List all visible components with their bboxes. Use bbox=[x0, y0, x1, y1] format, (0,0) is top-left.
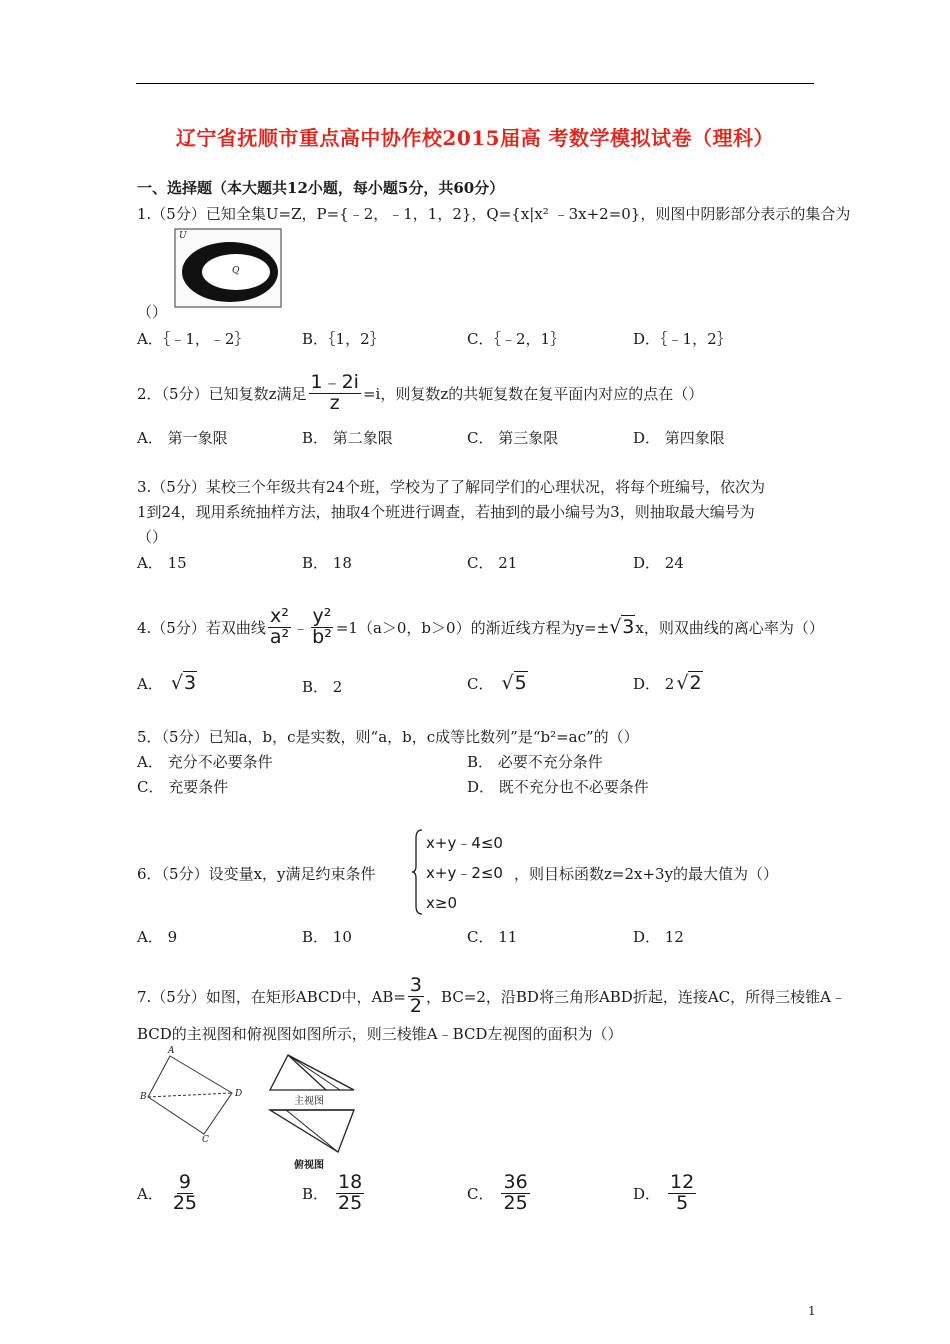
q6-option-a[interactable]: A． 9 bbox=[137, 928, 178, 946]
q4-a-rad: 3 bbox=[183, 672, 197, 694]
q6-option-d[interactable]: D． 12 bbox=[633, 928, 684, 946]
q3-option-a[interactable]: A． 15 bbox=[137, 554, 187, 572]
section-heading: 一、选择题（本大题共12小题，每小题5分，共60分） bbox=[137, 179, 505, 197]
q7-label-c: C bbox=[202, 1135, 209, 1145]
q4-a-sqrt: √3 bbox=[170, 672, 197, 694]
q4-f1-num: x² bbox=[270, 605, 289, 627]
q6-option-b[interactable]: B． 10 bbox=[302, 928, 352, 946]
q7-b-label: B． bbox=[302, 1184, 329, 1203]
q4-option-c[interactable] bbox=[467, 672, 528, 694]
q6-option-c[interactable]: C． 11 bbox=[467, 928, 518, 946]
q4-f2-num: y² bbox=[312, 605, 332, 627]
venn-diagram bbox=[174, 228, 282, 308]
header-rule bbox=[136, 83, 814, 84]
question-1-paren: （） bbox=[137, 303, 168, 321]
q7-b-num: 18 bbox=[338, 1171, 363, 1193]
q2-pre: 2．（5分）已知复数z满足 bbox=[137, 384, 307, 403]
q7-top-view bbox=[266, 1108, 358, 1170]
q7-post: ，BC=2，沿BD将三角形ABD折起，连接AC，所得三棱锥A﹣ bbox=[426, 987, 846, 1006]
q4-a-label: A． bbox=[137, 674, 163, 693]
q6-constraint-2: x+y﹣2≤0 bbox=[426, 864, 503, 882]
q7-front-view-label: 主视图 bbox=[294, 1096, 324, 1107]
q6-constraint-1: x+y﹣4≤0 bbox=[426, 834, 503, 852]
q4-f2-den: b² bbox=[312, 625, 332, 648]
q1-option-b[interactable]: B．｛1，2｝ bbox=[302, 330, 385, 348]
q6-post: ，则目标函数z=2x+3y的最大值为（） bbox=[514, 865, 779, 883]
q1-option-c[interactable]: C．｛﹣2，1｝ bbox=[467, 330, 566, 348]
q7-fraction bbox=[408, 976, 424, 1017]
q7-d-frac bbox=[668, 1173, 696, 1214]
q2-fraction bbox=[309, 373, 361, 414]
q2-post: =i，则复数z的共轭复数在复平面内对应的点在（） bbox=[362, 384, 704, 403]
q4-fraction-x bbox=[268, 607, 291, 648]
q4-pre: 4.（5分）若双曲线 bbox=[137, 618, 266, 637]
q4-d-sqrt: √2 bbox=[676, 672, 702, 694]
q7-option-c[interactable] bbox=[467, 1173, 532, 1214]
q1-option-a[interactable]: A．｛﹣1，﹣2｝ bbox=[137, 330, 250, 348]
q4-c-label: C． bbox=[467, 674, 494, 693]
q4-d-rad: 2 bbox=[689, 672, 702, 694]
q1-option-d[interactable]: D．｛﹣1，2｝ bbox=[633, 330, 732, 348]
venn-label-q: Q bbox=[232, 266, 240, 276]
q7-d-den: 5 bbox=[676, 1191, 689, 1214]
q4-option-b[interactable]: B． 2 bbox=[302, 678, 343, 696]
question-7-line1 bbox=[137, 976, 846, 1017]
q4-option-a[interactable] bbox=[137, 672, 197, 694]
q4-post: x，则双曲线的离心率为（） bbox=[635, 618, 824, 637]
q5-option-d[interactable]: D． 既不充分也不必要条件 bbox=[467, 778, 649, 796]
q4-c-rad: 5 bbox=[514, 672, 527, 694]
q6-pre: 6．（5分）设变量x，y满足约束条件 bbox=[137, 865, 376, 883]
q7-option-b[interactable] bbox=[302, 1173, 366, 1214]
q2-frac-num: 1﹣2i bbox=[310, 371, 359, 393]
q7-frac-num: 3 bbox=[409, 974, 423, 996]
q7-c-num: 36 bbox=[503, 1171, 528, 1193]
q7-a-den: 25 bbox=[172, 1191, 198, 1214]
q7-option-a[interactable] bbox=[137, 1173, 201, 1214]
q7-c-frac bbox=[501, 1173, 529, 1214]
q4-minus: ﹣ bbox=[293, 618, 309, 637]
q4-mid: =1（a＞0，b＞0）的渐近线方程为y=± bbox=[335, 618, 610, 637]
q7-a-num: 9 bbox=[178, 1171, 191, 1193]
q7-frac-den: 2 bbox=[409, 994, 423, 1017]
q6-constraint-3: x≥0 bbox=[426, 894, 457, 912]
q4-c-sqrt: √5 bbox=[501, 672, 527, 694]
question-4-stem bbox=[137, 607, 824, 648]
q7-c-den: 25 bbox=[503, 1191, 528, 1214]
q5-option-b[interactable]: B． 必要不充分条件 bbox=[467, 753, 603, 771]
question-3-line1: 3.（5分）某校三个年级共有24个班，学校为了了解同学们的心理状况，将每个班编号，依次为 bbox=[137, 478, 765, 496]
q4-d-label: D． 2 bbox=[633, 674, 675, 693]
q5-option-c[interactable]: C． 充要条件 bbox=[137, 778, 229, 796]
venn-label-u: U bbox=[179, 231, 187, 241]
q7-a-label: A． bbox=[137, 1184, 163, 1203]
q7-label-d: D bbox=[235, 1089, 243, 1099]
question-3-line2: 1到24，现用系统抽样方法，抽取4个班进行调查，若抽到的最小编号为3，则抽取最大编号为 bbox=[137, 503, 755, 521]
q4-sqrt-rad: 3 bbox=[622, 616, 635, 639]
q7-d-label: D． bbox=[633, 1184, 661, 1203]
q7-rectangle-figure bbox=[140, 1046, 250, 1146]
page-title: 辽宁省抚顺市重点高中协作校2015届高 考数学模拟试卷（理科） bbox=[175, 126, 775, 150]
q3-option-d[interactable]: D． 24 bbox=[633, 554, 684, 572]
q4-fraction-y bbox=[310, 607, 334, 648]
q7-pre: 7.（5分）如图，在矩形ABCD中，AB= bbox=[137, 987, 406, 1006]
question-5-stem: 5．（5分）已知a，b，c是实数，则“a，b，c成等比数列”是“b²=ac”的（） bbox=[137, 728, 639, 746]
question-3-line3: （） bbox=[137, 528, 168, 546]
q2-option-a[interactable]: A． 第一象限 bbox=[137, 429, 228, 447]
q2-option-c[interactable]: C． 第三象限 bbox=[467, 429, 559, 447]
q7-label-b: B bbox=[140, 1092, 147, 1102]
q3-option-c[interactable]: C． 21 bbox=[467, 554, 518, 572]
q7-top-view-label: 俯视图 bbox=[294, 1160, 324, 1171]
q7-d-num: 12 bbox=[670, 1171, 695, 1193]
q7-b-frac bbox=[336, 1173, 364, 1214]
q7-c-label: C． bbox=[467, 1184, 494, 1203]
page-number: 1 bbox=[808, 1304, 816, 1318]
q2-frac-den: z bbox=[329, 391, 340, 414]
q7-a-frac bbox=[171, 1173, 199, 1214]
q7-option-d[interactable] bbox=[633, 1173, 698, 1214]
question-2-stem bbox=[137, 373, 703, 414]
q5-option-a[interactable]: A． 充分不必要条件 bbox=[137, 753, 273, 771]
q4-f1-den: a² bbox=[269, 625, 290, 648]
q2-option-d[interactable]: D． 第四象限 bbox=[633, 429, 725, 447]
q4-sqrt: √3 bbox=[609, 616, 635, 639]
question-1-stem: 1.（5分）已知全集U=Z，P={﹣2，﹣1，1，2}，Q={x|x² ﹣3x+2=0}，则图中阴影部分表示的集合为 bbox=[137, 205, 851, 223]
q3-option-b[interactable]: B． 18 bbox=[302, 554, 352, 572]
q7-label-a: A bbox=[168, 1046, 175, 1056]
question-7-line2: BCD的主视图和俯视图如图所示，则三棱锥A﹣BCD左视图的面积为（） bbox=[137, 1025, 623, 1043]
q4-option-d[interactable] bbox=[633, 672, 703, 694]
q6-brace bbox=[411, 828, 423, 916]
q2-option-b[interactable]: B． 第二象限 bbox=[302, 429, 393, 447]
q7-b-den: 25 bbox=[338, 1191, 363, 1214]
q7-front-view bbox=[266, 1052, 358, 1108]
